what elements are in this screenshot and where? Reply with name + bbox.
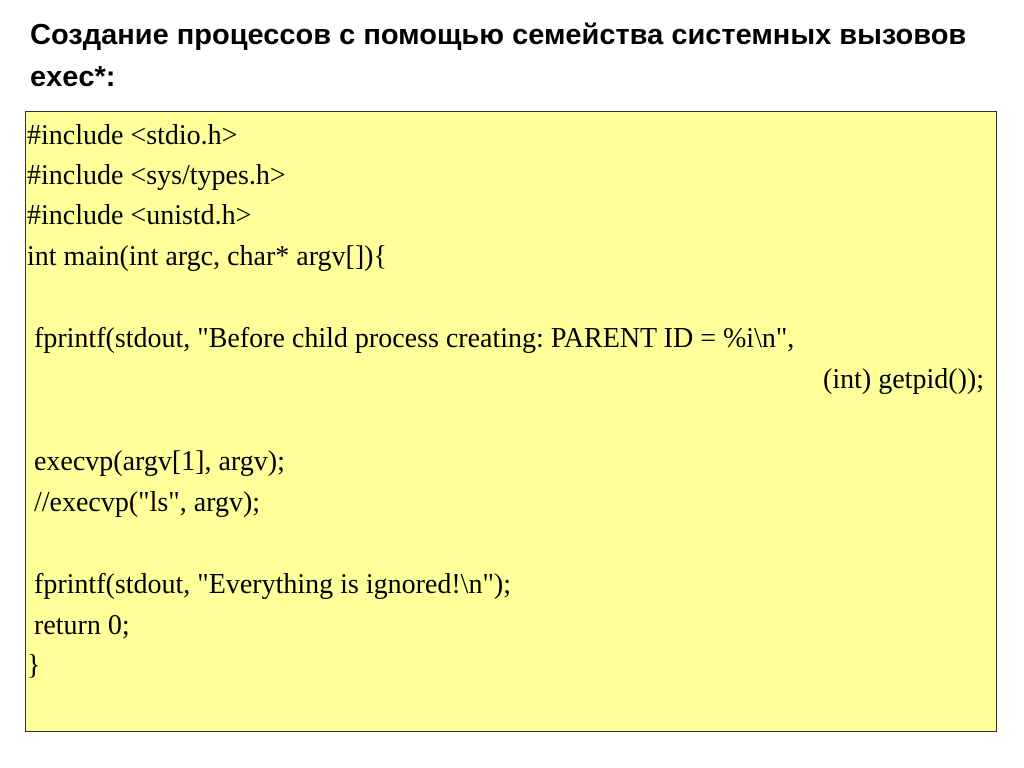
code-line-main-signature: int main(int argc, char* argv[]){	[27, 241, 387, 272]
code-line-execvp: execvp(argv[1], argv);	[27, 446, 285, 477]
code-line-include-sys-types: #include <sys/types.h>	[27, 160, 286, 191]
code-line-execvp-comment: //execvp("ls", argv);	[27, 487, 261, 518]
code-line-closing-brace: }	[27, 650, 41, 681]
code-line-include-stdio: #include <stdio.h>	[27, 120, 238, 151]
slide-title: Создание процессов с помощью семейства системных вызовов exec*:	[30, 19, 967, 93]
code-line-include-unistd: #include <unistd.h>	[27, 200, 252, 231]
code-box	[25, 111, 997, 732]
code-line-return: return 0;	[27, 610, 130, 641]
code-line-getpid-continuation: (int) getpid());	[823, 364, 984, 395]
code-line-fprintf-before: fprintf(stdout, "Before child process creating: PARENT ID = %i\n",	[27, 323, 795, 354]
code-line-fprintf-ignored: fprintf(stdout, "Everything is ignored!\n");	[27, 569, 511, 600]
